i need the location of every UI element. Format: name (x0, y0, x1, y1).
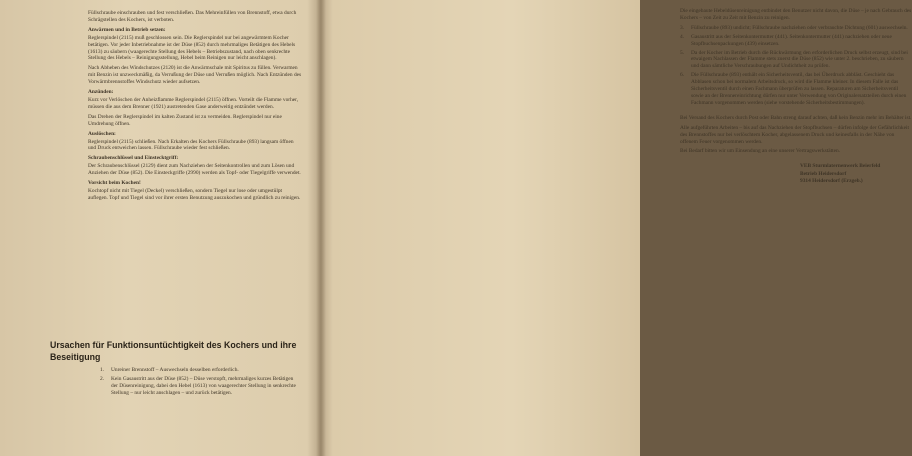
manufacturer-address (800, 163, 912, 185)
section-heading-schluessel: Schraubenschlüssel und Einstecktgriff: (88, 155, 179, 162)
address-line-city: 9314 Heidersdorf (Erzgeb.) (800, 177, 863, 184)
left-page (0, 0, 320, 456)
left-instructions-column (88, 10, 302, 205)
section-heading-vorsicht: Vorsicht beim Kochen! (88, 180, 141, 187)
section-heading-anwaermen: Anwärmen und in Betrieb setzen: (88, 26, 166, 33)
address-line-company: VEB Sturmlaternenwerk Beierfeld (800, 163, 881, 170)
troubleshooting-title: Ursachen für Funktionsuntüchtigkeit des Kochers und ihre Beseitigung (50, 340, 297, 362)
item-number: 4. (680, 33, 685, 40)
item-text: Unreiner Brennstoff – Auswechseln desselben erforderlich. (111, 367, 239, 373)
item-text: Gasaustritt aus der Seitenkontermutter (441). Seitenkontermutter (441) nachziehen oder neue Stopfbuchsenpackungen (439) einsetzen. (691, 33, 892, 47)
section-paragraph: Das Drehen der Reglerspindel im kalten Zustand ist zu vermeiden. Reglerspindel nur eine Umdrehung öffnen. (88, 113, 282, 127)
section-paragraph: Kurz vor Verlöschen der Anheizflamme Reglerspindel (2115) öffnen. Vorteilt die Flamme vorher, müssen die aus dem Brenner (1921) austretenden Gase anderweitig entzündet werden. (88, 96, 299, 110)
right-page (322, 0, 912, 456)
section-paragraph: Der Schraubenschlüssel (2129) dient zum Nachziehen der Seitenkontrollen und zum Lösen und Anziehen der Düse (852). Die Einsteckgriffe (2990) werden als Topf- oder Tiegelgriffe verwendet. (88, 163, 301, 177)
list-item (680, 25, 912, 32)
section-paragraph: Reglerspindel (2115) schließen. Nach Erkalten des Kochers Füllschraube (893) langsam öffnen und Druck entweichen lassen. Füllschraube wieder fest schließen. (88, 138, 294, 152)
list-item (680, 50, 912, 71)
right-intro-paragraph: Die eingebaute Hebeldüsenreinigung entbindet den Benutzer nicht davon, die Düse – je nach Gebrauch des Kochers – von Zeit zu Zeit mit Benzin zu reinigen. (680, 8, 912, 21)
item-text: Da der Kocher im Betrieb durch die Rückwärmung den erforderlichen Druck selbst erzeugt, sind bei etwaigem Nachlassen der Flamme stets zuerst die Düse (852) wie unter 2. beschrieben, zu säubern und dann sämtliche Verschraubungen auf Undichtheit zu prüfen. (691, 49, 908, 70)
item-number: 3. (680, 24, 685, 31)
section-heading-anzuenden: Anzünden: (88, 89, 114, 96)
troubleshooting-section (50, 339, 300, 399)
section-paragraph: Nach Abheben des Windschutzes (2120) ist die Anwärmschale mit Spiritus zu füllen. Verwarmen mit Benzin ist unzweckmäßig, da Verrußung der Düse und Verrußen möglich. Nach Entzünden des Vorwärmbrennstoffes Windschutz wieder aufsetzen. (88, 65, 302, 86)
item-number: 2. (100, 375, 105, 382)
item-number: 1. (100, 367, 105, 373)
item-text: Die Füllschraube (893) enthält ein Sicherheitsventil, das bei Überdruck abbläst. Geschieht das Abblasen schon bei normalem Arbeitsdruck, so wird die Flamme kleiner. In diesem Falle ist das Sicherheitsventil durch einen Fachmann überprüfen zu lassen. Reparaturen am Sicherheitsventil sowie an der Brennereinrichtung dürfen nur unter Verwendung von Originalersatzteilen durch einen Fachmann vorgenommen werden (siehe vorstehende Sicherheitsbestimmungen). (691, 72, 907, 106)
item-text: Füllschraube (893) undicht; Füllschraube nachziehen oder verbrauchte Dichtung (601) auswechseln. (691, 24, 908, 31)
safety-note: Alle aufgeführten Arbeiten – bis auf das Nachziehen der Stopfbuchsen – dürfen infolge der Gefährlichkeit des Brennstoffes nur bei verlöschtem Kocher, abgelassenem Druck und keinesfalls in der Nähe von offenem Feuer vorgenommen werden. (680, 124, 910, 145)
item-text: Kein Gasaustritt aus der Düse (852) – Düse verstopft, mehrmaliges kurzes Betätigen der Düsenreinigung, dabei den Hebel (1613) von waagerechter Stellung in senkrechte Stellung – nur leicht anschlagen – und zurück betätigen. (111, 375, 296, 396)
shipping-note: Bei Versand des Kochers durch Post oder Bahn streng darauf achten, daß kein Benzin mehr im Behälter ist. (680, 114, 912, 121)
section-paragraph: Reglerspindel (2115) muß geschlossen sein. Die Reglerspindel nur bei angewärmtem Kocher betätigen. Vor jeder Inbetriebnahme ist der Düse (852) durch mehrmaliges Betätigen des Hebels (1613) zu säubern (waagerechte Stellung des Hebels – Betriebszustand, nach oben senkrechte Stellung des Hebels – Reinigungsstellung, Hebel beim Reinigen nur leicht anschlagen). (88, 34, 296, 62)
item-number: 6. (680, 72, 685, 79)
section-heading-ausloeschen: Auslöschen: (88, 130, 116, 137)
section-paragraph: Kochtopf nicht mit Tiegel (Deckel) verschließen, sondern Tiegel nur lose oder umgestülpt auflegen. Topf und Tiegel sind vor ihrer ersten Benutzung auszukochen und gründlich zu reinigen. (88, 187, 301, 201)
list-item (100, 376, 300, 397)
right-instructions-column (680, 8, 912, 185)
address-line-plant: Betrieb Heidersdorf (800, 170, 847, 177)
item-number: 5. (680, 49, 685, 56)
list-item (680, 34, 912, 48)
troubleshooting-list (100, 367, 300, 397)
service-note: Bei Bedarf bitten wir um Einsendung an eine unserer Vertragswerkstätten. (680, 148, 841, 155)
list-item (680, 72, 912, 107)
left-intro-paragraph: Füllschraube einschrauben und fest verschließen. Das Mehreinfüllen von Brennstoff, etwa durch Schrägstellen des Kochers, ist verboten. (88, 10, 297, 23)
list-item (100, 367, 300, 374)
